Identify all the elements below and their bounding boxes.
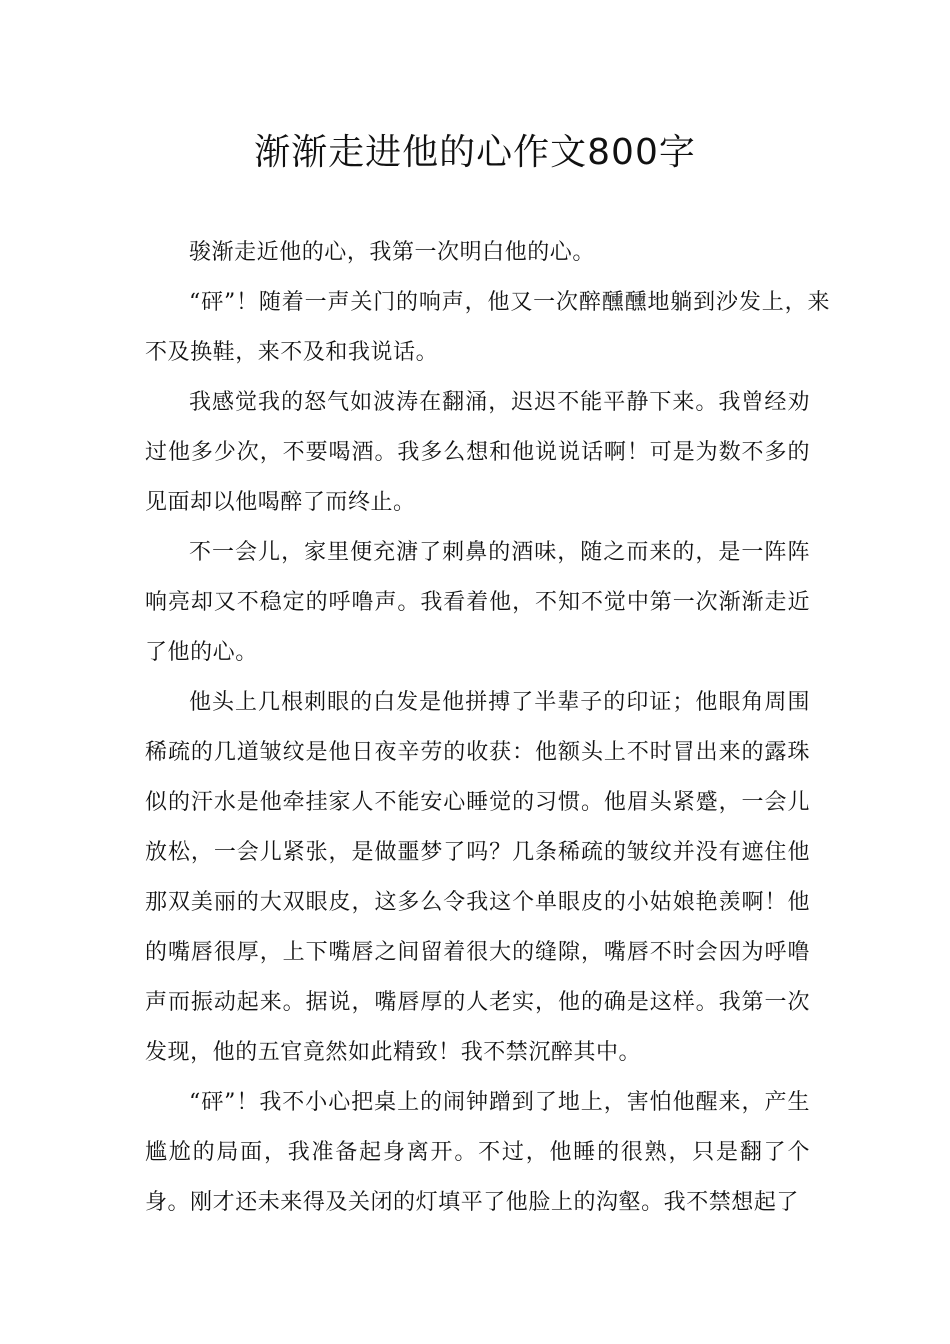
paragraph-6: “砰”！我不小心把桌上的闹钟蹭到了地上，害怕他醒来，产生尴尬的局面，我准备起身离开。不过，他睡的很熟，只是翻了个身。刚才还未来得及关闭的灯填平了他脸上的沟壑。我不禁想起了 <box>145 1090 810 1215</box>
paragraph-3: 我感觉我的怒气如波涛在翻涌，迟迟不能平静下来。我曾经劝过他多少次，不要喝酒。我多么想和他说说话啊！可是为数不多的见面却以他喝醉了而终止。 <box>145 390 810 515</box>
paragraph-5: 他头上几根刺眼的白发是他拼搏了半辈子的印证；他眼角周围稀疏的几道皱纹是他日夜辛劳的收获：他额头上不时冒出来的露珠似的汗水是他牵挂家人不能安心睡觉的习惯。他眉头紧蹙，一会儿放松，一会儿紧张，是做噩梦了吗？几条稀疏的皱纹并没有遮住他那双美丽的大双眼皮，这多么令我这个单眼皮的小姑娘艳羡啊！他的嘴唇很厚，上下嘴唇之间留着很大的缝隙，嘴唇不时会因为呼噜声而振动起来。据说，嘴唇厚的人老实，他的确是这样。我第一次发现，他的五官竟然如此精致！我不禁沉醉其中。 <box>145 690 810 1065</box>
paragraph-2: “砰”！随着一声关门的响声，他又一次醉醺醺地躺到沙发上，来不及换鞋，来不及和我说话。 <box>145 290 830 365</box>
paragraph-4: 不一会儿，家里便充溏了刺鼻的酒味，随之而来的，是一阵阵响亮却又不稳定的呼噜声。我看着他，不知不觉中第一次渐渐走近了他的心。 <box>145 540 810 665</box>
paragraph-1: 骏渐走近他的心，我第一次明白他的心。 <box>189 240 595 265</box>
document-title: 渐渐走进他的心作文800字 <box>254 132 696 173</box>
document-body <box>145 228 830 1228</box>
